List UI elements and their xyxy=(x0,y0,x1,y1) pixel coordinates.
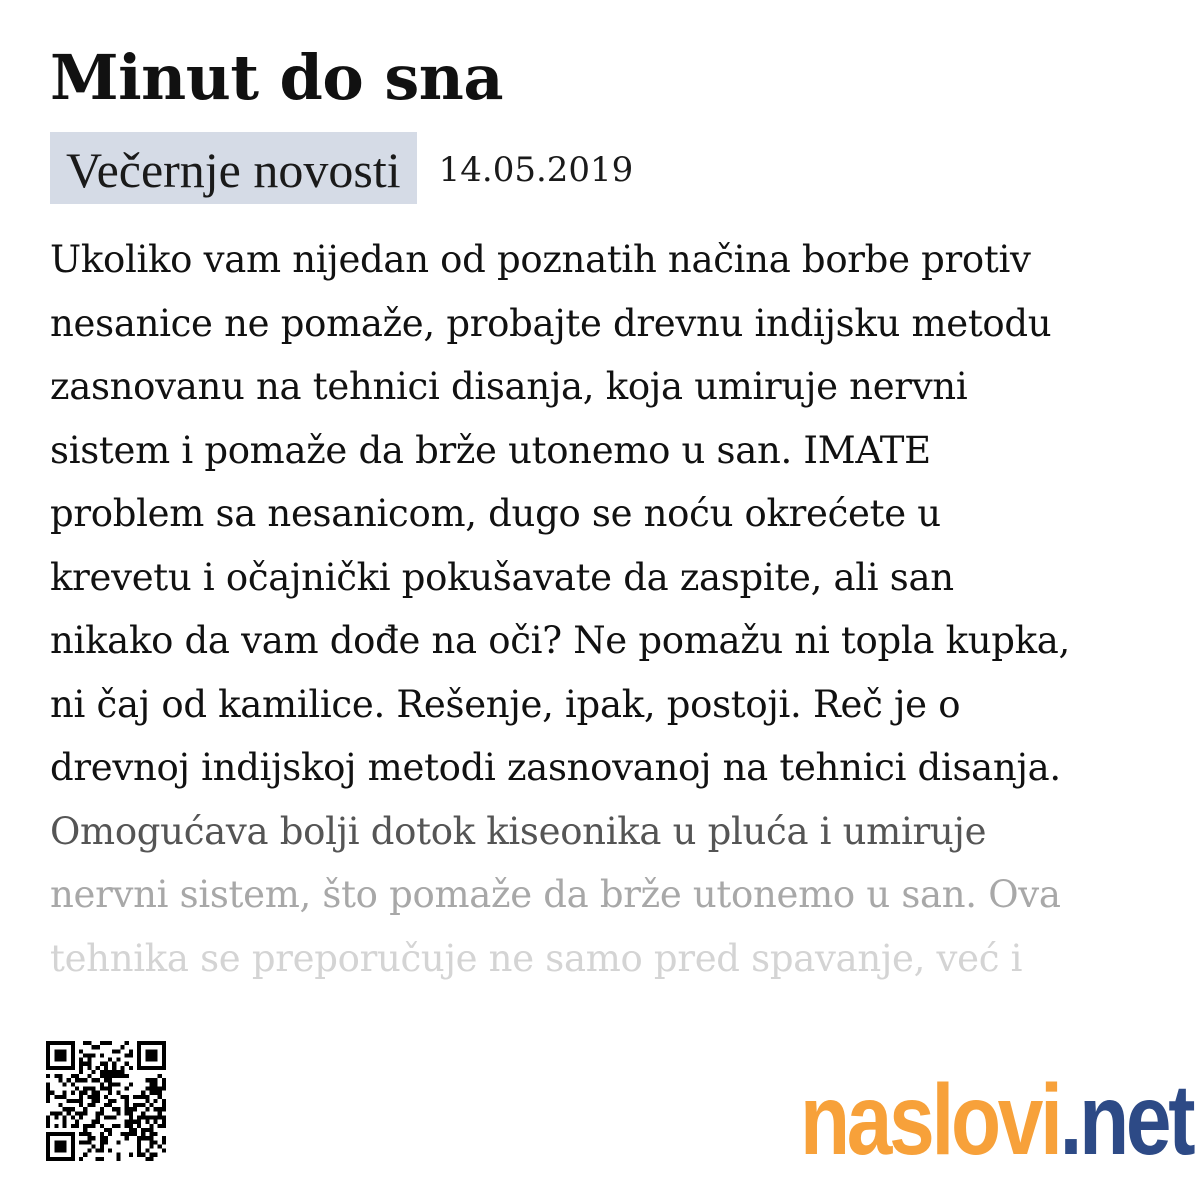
body-line: ni čaj od kamilice. Rešenje, ipak, postoji. Reč je o xyxy=(50,682,961,726)
body-line: Omogućava bolji dotok kiseonika u pluća i umiruje xyxy=(50,809,987,853)
body-line: nesanice ne pomaže, probajte drevnu indijsku metodu xyxy=(50,301,1052,345)
article-body xyxy=(50,228,1150,990)
article-title: Minut do sna xyxy=(50,41,504,114)
body-line: drevnoj indijskoj metodi zasnovanoj na tehnici disanja. xyxy=(50,746,1061,789)
body-line: problem sa nesanicom, dugo se noću okrećete u xyxy=(50,492,941,535)
source-badge: Večernje novosti xyxy=(50,132,417,204)
logo-text-net: .net xyxy=(1059,1064,1193,1176)
body-line: Ukoliko vam nijedan od poznatih načina borbe protiv xyxy=(50,238,1031,281)
body-line: nikako da vam dođe na oči? Ne pomažu ni topla kupka, xyxy=(50,619,1071,662)
body-line: krevetu i očajnički pokušavate da zaspite, ali san xyxy=(50,555,954,599)
body-line: tehnika se preporučuje ne samo pred spavanje, već i xyxy=(50,936,1023,980)
body-line: nervni sistem, što pomaže da brže utonemo u san. Ova xyxy=(50,873,1061,916)
article-meta xyxy=(50,132,633,204)
qr-code-icon[interactable] xyxy=(46,1038,166,1164)
body-line: zasnovanu na tehnici disanja, koja umiruje nervni xyxy=(50,365,968,408)
site-logo[interactable] xyxy=(800,1060,1193,1176)
logo-text-naslovi: naslovi xyxy=(800,1064,1060,1176)
body-line: sistem i pomaže da brže utonemo u san. IMATE xyxy=(50,428,931,472)
publish-date: 14.05.2019 xyxy=(438,150,634,190)
